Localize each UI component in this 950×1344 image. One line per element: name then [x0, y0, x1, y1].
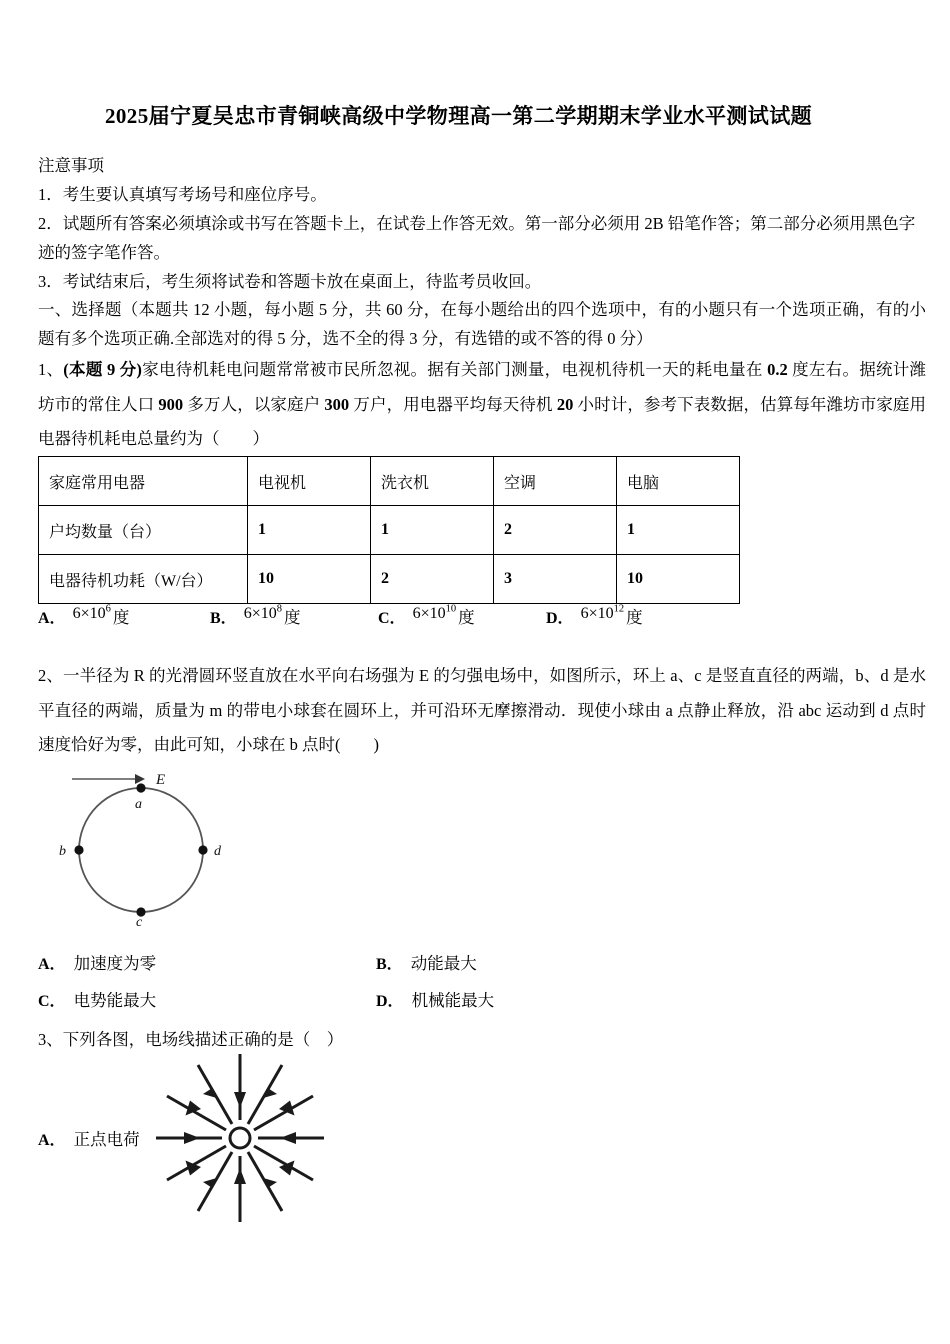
table-cell: 洗衣机: [371, 457, 494, 506]
option-label: A．: [38, 610, 66, 627]
question-1-value-3: 300: [324, 394, 350, 414]
option-mantissa: 6×10: [412, 605, 446, 622]
table-cell: 1: [371, 506, 494, 555]
option-mantissa: 6×10: [72, 605, 106, 622]
question-3-stem: [38, 1026, 638, 1050]
question-1-option-a[interactable]: [38, 604, 129, 628]
table-cell: 空调: [494, 457, 617, 506]
question-2-option-c[interactable]: [38, 987, 156, 1011]
question-1-text-5: 小时计，参考下表数据，估算每年潍坊市家庭用电器待机耗电总量约为（ ）: [38, 394, 927, 449]
question-3-option-a[interactable]: [38, 1126, 140, 1150]
question-2-options-row-1: [38, 950, 658, 987]
question-1-points: (本题 9 分): [63, 360, 142, 379]
table-cell: 10: [248, 555, 371, 604]
option-text: 正点电荷: [73, 1130, 140, 1149]
table-row-header: 家庭常用电器: [39, 457, 248, 506]
question-1-number: 1、: [38, 360, 64, 379]
table-row: [39, 457, 740, 506]
option-unit: 度: [458, 608, 475, 627]
charged-ring-diagram: [40, 762, 245, 927]
instruction-item-1: 1．考生要认真填写考场号和座位序号。: [38, 184, 327, 204]
option-text: 机械能最大: [411, 991, 495, 1010]
question-1-option-c[interactable]: [378, 604, 475, 628]
figure-label-d: d: [214, 844, 221, 859]
table-cell: 1: [617, 506, 740, 555]
point-d-marker: [198, 845, 207, 854]
field-arrow-head-icon: [135, 774, 145, 784]
table-cell: 电视机: [248, 457, 371, 506]
question-1-options: [38, 604, 738, 638]
point-a-marker: [136, 783, 145, 792]
question-2-options-row-2: [38, 987, 658, 1024]
option-unit: 度: [626, 608, 643, 627]
table-row-header: 电器待机功耗（W/台）: [39, 555, 248, 604]
option-unit: 度: [283, 608, 301, 627]
point-charge-marker-icon: [230, 1128, 250, 1148]
question-2-number: 2、: [38, 666, 63, 685]
field-arrow-head-icon: [184, 1132, 200, 1144]
point-b-marker: [74, 845, 83, 854]
question-2-option-a[interactable]: [38, 950, 156, 974]
question-2-option-b[interactable]: [376, 950, 477, 974]
question-1-value-4: 20: [556, 394, 574, 414]
table-row-header: 户均数量（台）: [39, 506, 248, 555]
figure-label-a: a: [135, 797, 142, 812]
field-arrow-head-icon: [203, 1178, 218, 1189]
option-label: B．: [210, 610, 237, 627]
question-2-options: [38, 950, 658, 1024]
question-1-option-b[interactable]: [210, 604, 300, 628]
option-exponent: 10: [445, 603, 457, 615]
question-1-value-1: 0.2: [767, 360, 788, 379]
figure-label-b: b: [59, 844, 66, 859]
field-arrow-head-icon: [234, 1168, 246, 1184]
instruction-item-3: 3．考试结束后，考生须将试卷和答题卡放在桌面上，待监考员收回。: [38, 271, 542, 291]
option-label: C．: [378, 610, 406, 627]
option-exponent: 6: [105, 603, 111, 615]
question-1-text-2: 度左右。据统计潍坊市的常住人口: [38, 360, 927, 414]
table-cell: 10: [617, 555, 740, 604]
table-cell: 2: [494, 506, 617, 555]
question-1-text-3: 多万人，以家庭户: [183, 394, 325, 414]
option-mantissa: 6×10: [580, 605, 614, 622]
table-cell: 2: [371, 555, 494, 604]
table-row: [39, 555, 740, 604]
option-label: A．: [38, 956, 66, 973]
question-2-stem: [38, 659, 926, 763]
question-2-option-d[interactable]: [376, 987, 494, 1011]
figure-label-E: E: [156, 772, 166, 788]
page-title: 2025届宁夏吴忠市青铜峡高级中学物理高一第二学期期末学业水平测试试题: [105, 104, 812, 128]
question-1-text-1: 家电待机耗电问题常常被市民所忽视。据有关部门测量，电视机待机一天的耗电量在: [141, 360, 768, 379]
figure-label-c: c: [136, 915, 143, 927]
option-mantissa: 6×10: [243, 605, 277, 622]
option-exponent: 12: [613, 603, 625, 615]
option-text: 加速度为零: [73, 954, 157, 973]
field-arrow-head-icon: [262, 1178, 277, 1189]
question-3-text: 下列各图，电场线描述正确的是（ ）: [62, 1030, 344, 1049]
question-1-text-4: 万户，用电器平均每天待机: [349, 394, 557, 414]
question-1-stem: [38, 353, 926, 457]
option-label: A．: [38, 1132, 66, 1149]
question-3-figure: [140, 1048, 340, 1228]
option-text: 动能最大: [410, 954, 477, 973]
field-arrow-head-icon: [280, 1132, 296, 1144]
option-text: 电势能最大: [73, 991, 157, 1010]
question-2-text: 一半径为 R 的光滑圆环竖直放在水平向右场强为 E 的匀强电场中，如图所示，环上 a、c 是竖直直径的两端，b、d 是水平直径的两端，质量为 m 的带电小球套在圆环上，并可沿环无摩擦滑动．现使小球由 a 点静止释放，沿 abc 运动到 d 点时速度恰好为零，由此可知，小球在 b 点时( ): [38, 666, 926, 755]
field-arrow-head-icon: [262, 1088, 277, 1099]
appliance-standby-table: [38, 456, 740, 604]
question-2-figure: [40, 762, 245, 927]
option-unit: 度: [112, 608, 130, 627]
option-label: D．: [546, 610, 574, 627]
option-label: B．: [376, 956, 403, 973]
table-cell: 1: [248, 506, 371, 555]
table-row: [39, 506, 740, 555]
instructions-heading: 注意事项: [38, 156, 104, 175]
radial-field-lines-diagram: [140, 1048, 340, 1228]
question-1-option-d[interactable]: [546, 604, 643, 628]
table-cell: 电脑: [617, 457, 740, 506]
option-label: C．: [38, 993, 66, 1010]
instruction-item-2: 2．试题所有答案必须填涂或书写在答题卡上，在试卷上作答无效。第一部分必须用 2B 铅笔作答；第二部分必须用黑色字迹的签字笔作答。: [38, 213, 916, 262]
field-arrow-head-icon: [234, 1092, 246, 1108]
option-label: D．: [376, 993, 404, 1010]
option-exponent: 8: [276, 603, 282, 615]
table-cell: 3: [494, 555, 617, 604]
question-1-value-2: 900: [158, 394, 184, 414]
section-heading-multiple-choice: 一、选择题（本题共 12 小题，每小题 5 分，共 60 分，在每小题给出的四个选项中，有的小题只有一个选项正确，有的小题有多个选项正确.全部选对的得 5 分，选不全的得 3 分，有选错的或不答的得 0 分）: [38, 300, 926, 348]
exam-instructions: [38, 152, 918, 296]
field-arrow-head-icon: [203, 1088, 218, 1099]
question-3-number: 3、: [38, 1030, 63, 1049]
